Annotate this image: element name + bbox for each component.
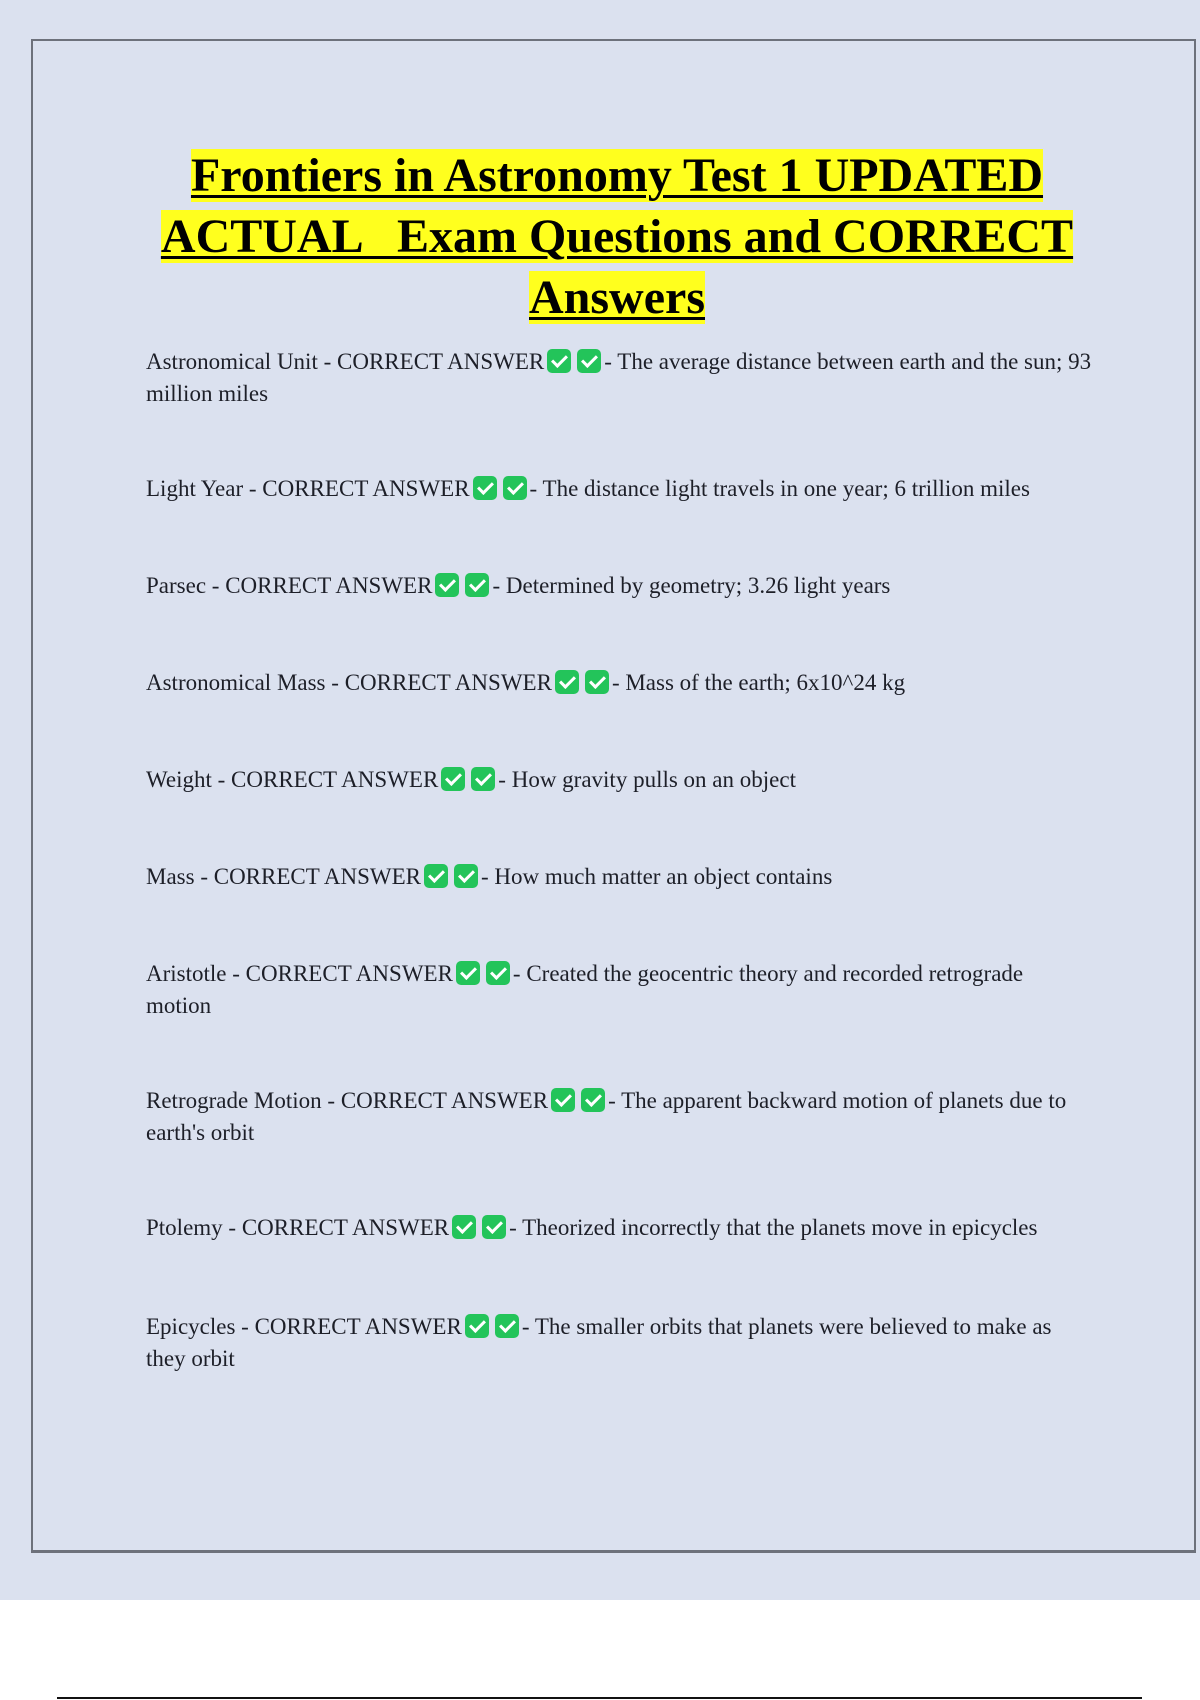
check-icon — [555, 670, 579, 694]
title-line-2: ACTUAL Exam Questions and CORRECT — [160, 210, 1074, 263]
entry-label: CORRECT ANSWER — [245, 961, 453, 986]
qa-entry: Mass - CORRECT ANSWER - How much matter an object contains — [146, 864, 833, 889]
check-icon — [424, 864, 448, 888]
entry-term: Ptolemy — [146, 1215, 223, 1240]
entry-label: CORRECT ANSWER — [340, 1088, 549, 1113]
check-icon — [547, 349, 571, 373]
qa-entry: Epicycles - CORRECT ANSWER - The smaller orbits that planets were believed to make as they orbit — [146, 1314, 1052, 1371]
entry-answer: The smaller orbits that planets were believed to make as they orbit — [146, 1314, 1052, 1371]
entry-answer: How much matter an object contains — [494, 864, 833, 889]
qa-entry: Retrograde Motion - CORRECT ANSWER - The apparent backward motion of planets due to earth's orbit — [146, 1088, 1067, 1145]
title-line-1: Frontiers in Astronomy Test 1 UPDATED — [190, 149, 1044, 202]
entry-term: Astronomical Mass — [146, 670, 326, 695]
entry-term: Mass — [146, 864, 195, 889]
entry-label: CORRECT ANSWER — [254, 1314, 462, 1339]
qa-entry: Ptolemy - CORRECT ANSWER - Theorized incorrectly that the planets move in epicycles — [146, 1215, 1038, 1240]
entry-answer: Mass of the earth; 6x10^24 kg — [625, 670, 906, 695]
entry-label: CORRECT ANSWER — [337, 349, 545, 374]
bottom-divider — [57, 1697, 1142, 1699]
check-icon — [585, 670, 609, 694]
check-icon — [435, 573, 459, 597]
entry-term: Weight — [146, 767, 212, 792]
check-icon — [454, 864, 478, 888]
check-icon — [441, 767, 465, 791]
entry-term: Epicycles — [146, 1314, 236, 1339]
check-icon — [482, 1215, 506, 1239]
qa-entry: Weight - CORRECT ANSWER - How gravity pulls on an object — [146, 767, 796, 792]
check-icon — [577, 349, 601, 373]
entry-term: Parsec — [146, 573, 207, 598]
qa-entry: Parsec - CORRECT ANSWER - Determined by geometry; 3.26 light years — [146, 573, 891, 598]
entry-label: CORRECT ANSWER — [344, 670, 552, 695]
check-icon — [495, 1314, 519, 1338]
entry-answer: The average distance between earth and the sun; 93 million miles — [146, 349, 1092, 406]
entry-answer: How gravity pulls on an object — [511, 767, 796, 792]
title-line-3: Answers — [529, 271, 705, 324]
check-icon — [486, 961, 510, 985]
qa-entry: Aristotle - CORRECT ANSWER - Created the geocentric theory and recorded retrograde motion — [146, 961, 1024, 1018]
check-icon — [473, 476, 497, 500]
entry-label: CORRECT ANSWER — [241, 1215, 450, 1240]
entry-label: CORRECT ANSWER — [262, 476, 470, 501]
entry-answer: The apparent backward motion of planets due to earth's orbit — [146, 1088, 1067, 1145]
qa-entry: Astronomical Unit - CORRECT ANSWER - The average distance between earth and the sun; 93 million miles — [146, 349, 1092, 406]
check-icon — [465, 1314, 489, 1338]
entry-term: Light Year — [146, 476, 244, 501]
entry-term: Astronomical Unit — [146, 349, 318, 374]
entry-term: Aristotle — [146, 961, 227, 986]
document-title — [60, 145, 1174, 328]
check-icon — [503, 476, 527, 500]
qa-entry: Astronomical Mass - CORRECT ANSWER - Mass of the earth; 6x10^24 kg — [146, 670, 906, 695]
check-icon — [456, 961, 480, 985]
check-icon — [581, 1088, 605, 1112]
entry-answer: Determined by geometry; 3.26 light years — [505, 573, 891, 598]
entry-answer: The distance light travels in one year; 6 trillion miles — [542, 476, 1030, 501]
entry-label: CORRECT ANSWER — [225, 573, 433, 598]
entry-label: CORRECT ANSWER — [213, 864, 421, 889]
entry-answer: Created the geocentric theory and recorded retrograde motion — [146, 961, 1024, 1018]
check-icon — [452, 1215, 476, 1239]
check-icon — [471, 767, 495, 791]
entry-label: CORRECT ANSWER — [231, 767, 439, 792]
check-icon — [551, 1088, 575, 1112]
entry-answer: Theorized incorrectly that the planets move in epicycles — [522, 1215, 1038, 1240]
check-icon — [465, 573, 489, 597]
qa-entry: Light Year - CORRECT ANSWER - The distance light travels in one year; 6 trillion miles — [146, 476, 1030, 501]
entry-term: Retrograde Motion — [146, 1088, 322, 1113]
